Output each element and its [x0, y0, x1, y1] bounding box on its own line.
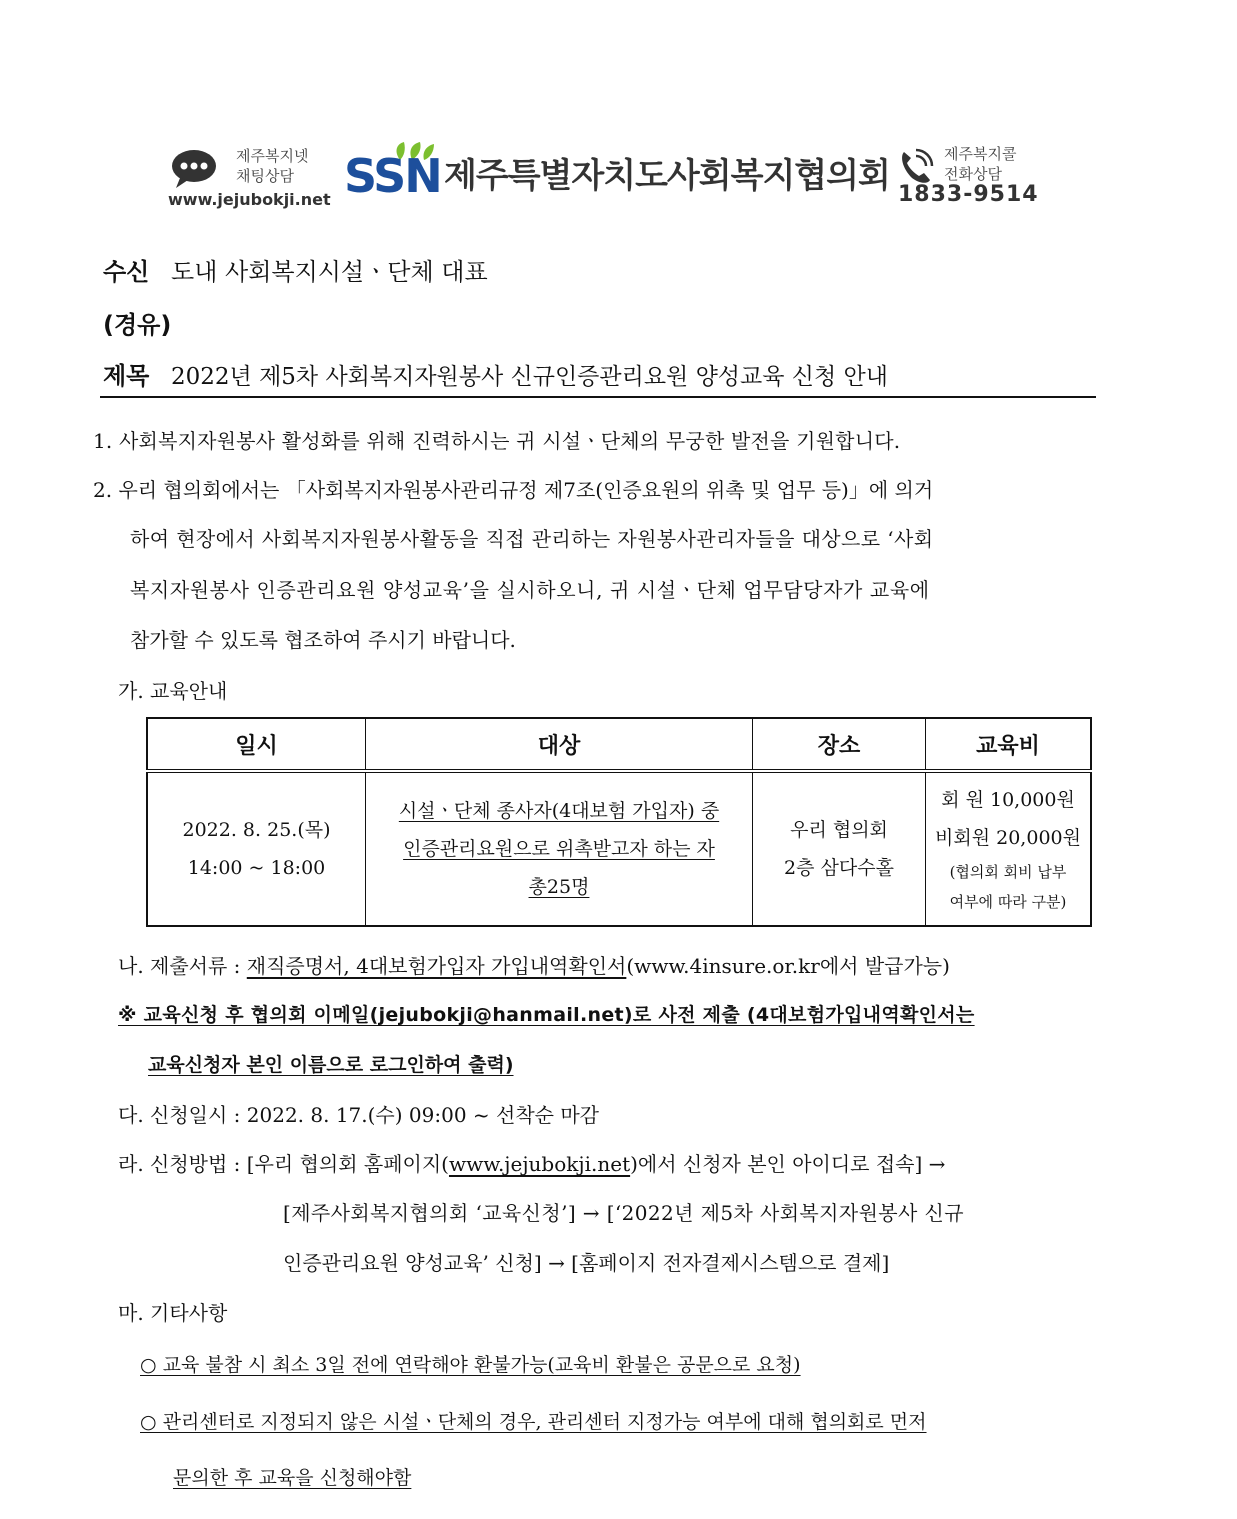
chat-label [236, 146, 308, 186]
na-issue-note: (www.4insure.or.kr에서 발급가능) [626, 954, 950, 978]
fee-note: (협의회 회비 납부 [949, 863, 1067, 881]
via-label: (경유) [103, 311, 172, 339]
subject-value: 2022년 제5차 사회복지자원봉사 신규인증관리요원 양성교육 신청 안내 [171, 364, 888, 390]
table-header-row [147, 718, 1091, 771]
fee-note: 여부에 따라 구분) [949, 893, 1067, 911]
note-item-1: ○ 교육 불참 시 최소 3일 전에 연락해야 환불가능(교육비 환불은 공문으로 요청) [140, 1354, 801, 1376]
subject-label: 제목 [103, 362, 150, 390]
chat-label-line1: 제주복지넷 [236, 147, 309, 165]
na-label: 나. 제출서류 : [118, 954, 247, 978]
section-ga: 가. 교육안내 [118, 679, 228, 703]
section-ra-line3: 인증관리요원 양성교육’ 신청] → [홈페이지 전자결제시스템으로 결제] [283, 1251, 890, 1275]
section-na [118, 950, 950, 979]
target-line: 인증관리요원으로 위촉받고자 하는 자 [403, 838, 715, 860]
table-header: 대상 [366, 718, 753, 771]
notice-line2: 교육신청자 본인 이름으로 로그인하여 출력) [148, 1054, 514, 1076]
table-header: 일시 [147, 718, 366, 771]
subject-row [103, 356, 888, 391]
note-item-2-line2: 문의한 후 교육을 신청해야함 [173, 1467, 412, 1489]
paragraph-2-line1: 2. 우리 협의회에서는 「사회복지자원봉사관리규정 제7조(인증요원의 위촉 및 업무 등)」에 의거 [93, 478, 934, 502]
notice-line1: ※ 교육신청 후 협의회 이메일(jejubokji@hanmail.net)로 사전 제출 (4대보험가입내역확인서는 [118, 1004, 975, 1026]
ra-text: )에서 신청자 본인 아이디로 접속] → [630, 1152, 946, 1176]
section-ra-line2: [제주사회복지협의회 ‘교육신청’] → [‘2022년 제5차 사회복지자원봉사 신규 [283, 1201, 964, 1225]
homepage-link[interactable]: www.jejubokji.net [448, 1152, 631, 1176]
target-cell [366, 771, 753, 926]
org-name: 제주특별자치도사회복지협의회 [444, 156, 890, 196]
time-line: 14:00 ~ 18:00 [187, 857, 326, 879]
section-ma: 마. 기타사항 [118, 1301, 228, 1325]
place-line: 2층 삼다수홀 [784, 857, 894, 879]
call-label-line1: 제주복지콜 [944, 145, 1017, 163]
place-cell [753, 771, 926, 926]
recipient-row [103, 252, 488, 287]
target-count: 총25명 [528, 876, 590, 898]
paragraph-2-line4: 참가할 수 있도록 협조하여 주시기 바랍니다. [130, 628, 516, 652]
recipient-label: 수신 [103, 258, 150, 286]
table-header: 교육비 [926, 718, 1092, 771]
ssn-logo: SSN [344, 149, 441, 203]
paragraph-2-line3: 복지자원봉사 인증관리요원 양성교육’을 실시하오니, 귀 시설ㆍ단체 업무담당자가 교육에 [130, 578, 930, 602]
table-header: 장소 [753, 718, 926, 771]
fee-nonmember: 비회원 20,000원 [935, 827, 1081, 849]
paragraph-1: 1. 사회복지자원봉사 활성화를 위해 진력하시는 귀 시설ㆍ단체의 무궁한 발전을 기원합니다. [93, 429, 901, 453]
chat-label-line2: 채팅상담 [236, 167, 294, 185]
date-cell [147, 771, 366, 926]
education-table [146, 717, 1092, 927]
website-link[interactable]: www.jejubokji.net [168, 190, 331, 209]
date-line: 2022. 8. 25.(목) [182, 819, 331, 841]
required-documents: 재직증명서, 4대보험가입자 가입내역확인서 [246, 954, 627, 978]
table-row [147, 771, 1091, 926]
chat-bubble-icon [170, 148, 218, 188]
recipient-value: 도내 사회복지시설ㆍ단체 대표 [171, 258, 488, 286]
place-line: 우리 협의회 [790, 819, 888, 841]
fee-cell [926, 771, 1092, 926]
subject-divider [100, 396, 1096, 398]
call-label [944, 144, 1016, 184]
note-item-2-line1: ○ 관리센터로 지정되지 않은 시설ㆍ단체의 경우, 관리센터 지정가능 여부에 대해 협의회로 먼저 [140, 1411, 927, 1433]
phone-icon [896, 146, 936, 186]
ra-label: 라. 신청방법 : [우리 협의회 홈페이지( [118, 1152, 449, 1176]
fee-member: 회 원 10,000원 [941, 789, 1075, 811]
target-line: 시설ㆍ단체 종사자(4대보험 가입자) 중 [398, 800, 720, 822]
paragraph-2-line2: 하여 현장에서 사회복지자원봉사활동을 직접 관리하는 자원봉사관리자들을 대상으로 ‘사회 [130, 527, 934, 551]
phone-number: 1833-9514 [898, 182, 1039, 207]
section-da: 다. 신청일시 : 2022. 8. 17.(수) 09:00 ~ 선착순 마감 [118, 1103, 599, 1127]
call-label-line2: 전화상담 [944, 165, 1002, 183]
section-ra-line1 [118, 1148, 945, 1177]
